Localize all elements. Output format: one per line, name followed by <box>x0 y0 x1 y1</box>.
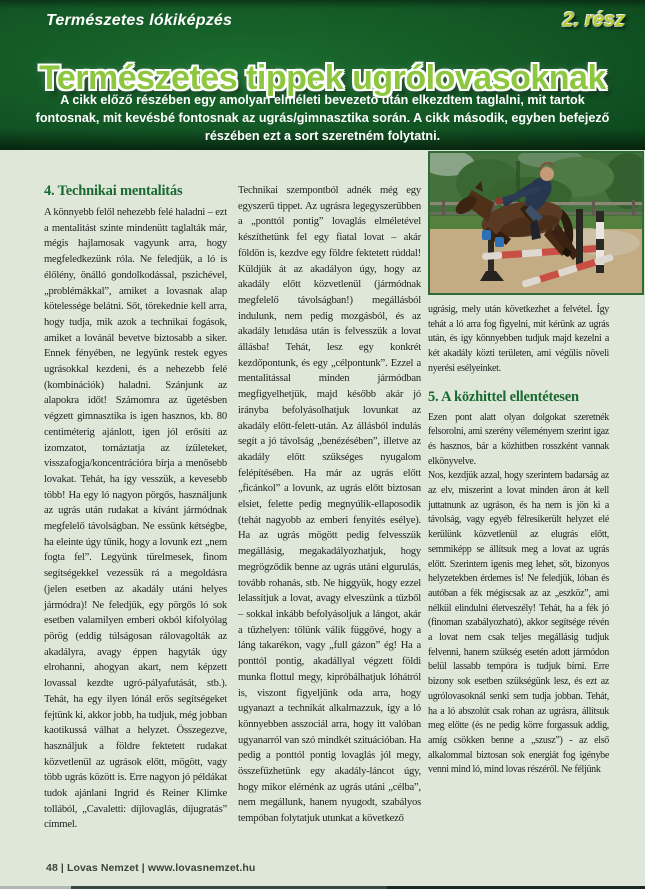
section-heading-5: 5. A közhittel ellentétesen <box>428 388 579 405</box>
text-column-2 <box>238 183 421 873</box>
text-column-1 <box>44 183 227 861</box>
masthead <box>0 0 645 150</box>
horse-jump-photo <box>428 151 644 295</box>
page-footer: 48 | Lovas Nemzet | www.lovasnemzet.hu <box>46 862 256 874</box>
column-3-body-b: Nos, kezdjük azzal, hogy szerintem badarság az az elv, miszerint a lovat minden áron át kell juttatnunk az ugráson, és ha nem is jön ki a távolság, vagy egyéb félresikerült helyzet elé kerülünk közvetlenül az elugrás előtt, semmiképp se állítsuk meg a lovat az ugrás előtt. Szerintem igenis meg lehet, sőt, bizonyos helyzetekben érdemes is! Ne feledjük, lóban és autóban a fék mégiscsak az az „eszköz”, ami nélkül elindulni életveszély! Tehát, ha a fék jó (finoman szabályozható), akkor segítsége révén a lovat nem csak teljes megállásig tudjuk felvenni, hanem szükség esetén adott jármódon belül lassabb tempóra is tudjuk bírni. Erre bizony sok esetben szükségünk lesz, és ezt az ugrólovasoknál senki sem tudja jobban. Tehát, ha a ló abszolút csak rohan az ugrásra, állítsuk meg előtte (és ne pedig körre forgassuk addig, amíg csökken benne a „szusz”) - az első alkalommal biztosan sok energiát fog igénybe venni mind ló, mind lovas részéről. Ne féljünk <box>428 470 609 776</box>
column-3-body-top: ugrásig, mely után következhet a felvétel. Így tehát a ló arra fog figyelni, mit kérünk az ugrás után, és így könnyebben tudjuk majd kezelni a két akadály közti területen, ami végülis növeli nyerési esélyeinket. <box>428 304 609 374</box>
column-1-body: A könnyebb felől nehezebb felé haladni – ezt a mentalitást szinte mindenütt taglalták már, mégis hajlamosak vagyunk arra, hogy megfeledkezünk róla. Ne feledjük, a ló is élőlény, önálló gondolkodással, pszichével, „problémákkal”, amiket a lovasnak alap kötelessége belátni. Sőt, törekednie kell arra, hogy tudja, mik azok a technikai fogások, amiket a lovánál bevetve biztosabb a siker. Ennek fényében, ne legyünk restek egyes ugrásokkal kezdeni, és a nehezebb felé (kombinációk) haladni. Szánjunk az alapokra időt! Számomra az ügetésben végzett gimnasztika is igen hasznos, kb. 80 centiméterig ajánlott, igen jól erősíti az izomzatot, tornáztatja az ízületeket, visszafogja/koncentrációra bírja a menősebb lovakat. Tehát, ha így vesszük, a kevesebb több! Ha egy ló nagyon pörgős, használjunk az ugrás után rudakat a kívánt jármódnak megfelelő távolságban. Ne essünk kétségbe, ha eleinte úgy tűnik, hogy a lovunk ezt „nem fogta fel”. Legyünk türelmesek, finom segítségekkel vezessük rá a megoldásra (jelen esetben az akadály utáni helyes jármódra)! Ne feledjük, egy pörgős ló sok esetben valamilyen emberi okból kifolyólag pörög (eddig túlságosan rálovagolták az akadályra, avagy éppen hagyták úgy elrohanni, ahogyan akart, nem képzett lovassal kezdte ugró-pályafutását, stb.). Tehát, ha egy ilyen lónál erős segítségeket fejtünk ki, akkor jobb, ha tudjuk, még jobban kaotikussá válhat a helyzet. Összegezve, használjuk a földre fektetett rudakat közvetlenül az ugrások előtt, mögött, vagy több ugrás között is. Erre nagyon jó példákat tudok ajánlani Ingrid és Reiner Klimke tollából, „Cavaletti: díjlovaglás, díjugratás” címmel. <box>44 207 227 831</box>
column-2-body: Technikai szempontból adnék még egy egyszerű tippet. Az ugrásra legegyszerűbben a „ponttól pontig” lovaglás elméletével készíthetünk fel egy fiatal lovat – akár földön is, kezdve egy földre fektetett rúddal! Küldjük át az akadályon úgy, hogy az akadály előtt közvetlenül (jármódnak megfelelő távolságban!) megállásból indulunk, nem pedig mozgásból, és az akadály letudása után is felvesszük a lovat állásba! Tehát, lesz egy konkrét kezdőpontunk, és egy „célpontunk”. Ezzel a mentalitással minden jármódban megfigyelhetjük, majd később akár jó irányba befolyásolhatjuk lovunkat az akadály előtt-felett-után. Az állásból indulás segít a jó távolság „benézésében”, illetve az akadály előtt szükséges nyugalom felépítésében. Ha már az ugrás előtt „ficánkol” a lovunk, az ugrás előtt biztosan elsiet, felette pedig megnyúlik-ellaposodik (tehát nagyobb az emberi fenyítés esélye). Ha az ugrás mögött pedig felvesszük megállásig, megakadályozhatjuk, hogy megrögződik benne az ugrás utáni elgurulás, tovább rohanás, stb. Ne higgyük, hogy ezzel lelassítjuk a lovat, avagy elveszünk a tűzből – sokkal inkább befolyásoljuk a lángot, akár a tűzhelyen: tőlünk válik függővé, hogy a láng takarékon, vagy „full gázon” ég! Ha a ponttól pontig, akadállyal végzett földi munka flottul megy, kipróbálhatjuk lóhátról is, viszont figyeljünk oda arra, hogy ugyanazt a technikát alkalmazzuk, így a ló könnyebben asszociál arra, hogy itt valóban ugyanarról van szó mindkét szituációban. Ha pedig a ponttól pontig lovaglás jól megy, összefűzhetünk egy akadály-láncot úgy, hogy mikor elérnénk az ugrás utáni „célba”, nem megállunk, hanem nyugodt, szabályos tempóban folytatjuk utunkat a következő <box>238 185 421 825</box>
article-lead: A cikk előző részében egy amolyan elméleti bevezető után elkezdtem taglalni, mit tartok fontosnak, mit kevésbé fontosnak az ugrás/gimnasztika során. A cikk második, egyben befejező részében ezt a sort szeretném folytatni. <box>35 93 610 143</box>
part-label: 2. rész <box>562 9 625 31</box>
text-column-3 <box>428 303 609 875</box>
article-title: Természetes tippek ugrólovasoknak <box>39 58 606 97</box>
horse-jump-illustration <box>430 153 642 293</box>
column-3-body-a: Ezen pont alatt olyan dolgokat szeretnék felsorolni, ami szerény véleményem szerint igaz és hasznos, bár a közhitben rosszként vannak elkönyvelve. <box>428 411 609 467</box>
series-kicker: Természetes lókiképzés <box>46 12 233 29</box>
section-heading-4: 4. Technikai mentalitás <box>44 183 183 199</box>
